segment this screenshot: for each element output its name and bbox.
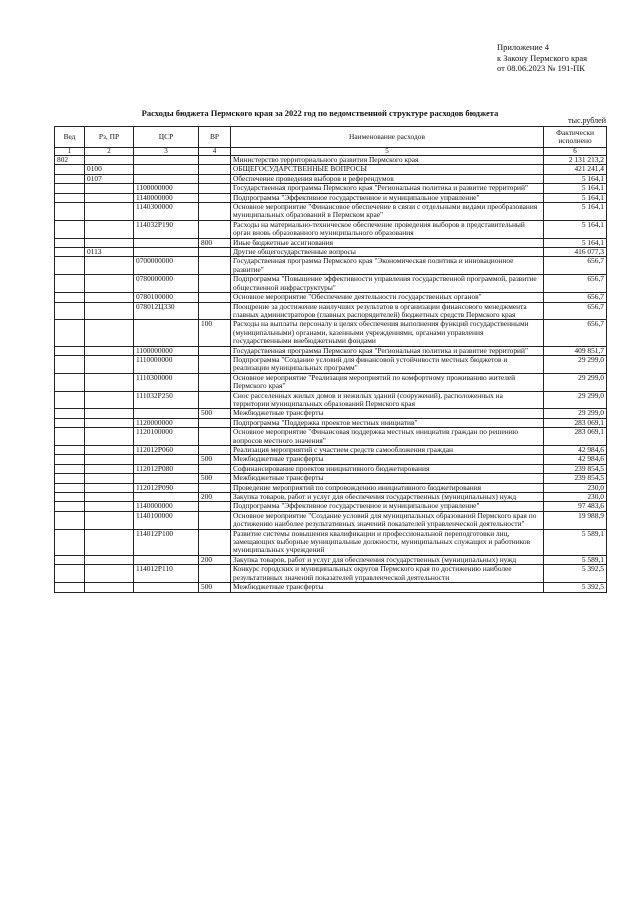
cell-ved [55,275,85,293]
cell-ved [55,320,85,346]
cell-amount: 5 392,5 [544,583,607,592]
cell-vr [199,502,231,511]
table-body [55,156,607,593]
cell-rz [85,220,134,238]
cell-rz [85,483,134,492]
cell-amount: 5 164,1 [544,203,607,221]
cell-csr: 1110000000 [134,355,199,373]
cell-vr [199,174,231,183]
cell-ved [55,418,85,427]
cell-rz [85,565,134,583]
cell-vr [199,511,231,529]
cell-vr [199,248,231,257]
cell-vr [199,418,231,427]
table-header-row [55,127,607,148]
header-amount: Фактически исполнено [544,127,607,148]
cell-name: Реализация мероприятий с участием средств самообложения граждан [231,446,544,455]
cell-name: Межбюджетные трансферты [231,583,544,592]
cell-ved [55,391,85,409]
cell-ved [55,248,85,257]
cell-csr [134,156,199,165]
table-row [55,220,607,238]
cell-csr [134,165,199,174]
column-number: 1 [55,148,85,156]
cell-amount: 283 069,1 [544,418,607,427]
cell-csr: 1120100000 [134,428,199,446]
cell-name: Основное мероприятие "Обеспечение деятельности государственных органов" [231,293,544,302]
cell-name: ОБЩЕГОСУДАРСТВЕННЫЕ ВОПРОСЫ [231,165,544,174]
cell-name: Подпрограмма "Эффективное государственное и муниципальное управление" [231,193,544,202]
cell-name: Основное мероприятие "Финансовое обеспечение в связи с отдельными видами преобразования муниципальных образований в Пермском крае" [231,203,544,221]
cell-amount: 5 164,1 [544,193,607,202]
cell-ved [55,184,85,193]
table-row [55,203,607,221]
cell-csr: 0780000000 [134,275,199,293]
cell-amount: 5 589,1 [544,529,607,555]
cell-ved [55,583,85,592]
cell-ved [55,373,85,391]
cell-rz: 0100 [85,165,134,174]
cell-ved [55,493,85,502]
cell-name: Межбюджетные трансферты [231,474,544,483]
cell-rz [85,428,134,446]
cell-rz [85,238,134,247]
cell-csr [134,238,199,247]
cell-name: Закупка товаров, работ и услуг для обеспечения государственных (муниципальных) нужд [231,555,544,564]
table-row [55,248,607,257]
cell-name: Подпрограмма "Поддержка проектов местных инициатив" [231,418,544,427]
cell-csr: 1100000000 [134,184,199,193]
appendix-line: к Закону Пермского края [497,52,588,63]
cell-vr [199,373,231,391]
cell-amount: 421 241,4 [544,165,607,174]
table-row [55,529,607,555]
cell-vr: 800 [199,238,231,247]
cell-csr: 1100000000 [134,346,199,355]
cell-rz [85,193,134,202]
cell-ved [55,193,85,202]
cell-name: Поощрение за достижение наилучших результатов в организации финансового менеджмента главных администраторов (главных распорядителей) бюджетных средств Пермского края [231,302,544,320]
cell-vr: 200 [199,493,231,502]
cell-rz [85,529,134,555]
cell-csr: 1120000000 [134,418,199,427]
cell-vr [199,428,231,446]
cell-amount: 230,0 [544,483,607,492]
cell-vr [199,220,231,238]
cell-rz [85,184,134,193]
cell-vr [199,529,231,555]
cell-ved [55,502,85,511]
cell-rz [85,555,134,564]
cell-rz [85,474,134,483]
cell-vr: 200 [199,555,231,564]
cell-name: Расходы на материально-техническое обеспечение проведения выборов в представительный орган вновь образованного муниципального образования [231,220,544,238]
cell-ved [55,565,85,583]
cell-rz [85,464,134,473]
cell-name: Министерство территориального развития Пермского края [231,156,544,165]
cell-ved [55,511,85,529]
cell-rz [85,275,134,293]
cell-csr: 1140100000 [134,511,199,529]
cell-amount: 42 984,6 [544,446,607,455]
cell-amount: 656,7 [544,302,607,320]
cell-vr [199,184,231,193]
cell-amount: 239 854,5 [544,474,607,483]
cell-vr [199,156,231,165]
cell-rz [85,391,134,409]
column-number: 2 [85,148,134,156]
cell-amount: 409 851,7 [544,346,607,355]
table-row [55,474,607,483]
table-row [55,320,607,346]
cell-ved [55,257,85,275]
cell-rz [85,455,134,464]
cell-ved [55,238,85,247]
cell-ved: 802 [55,156,85,165]
cell-ved [55,464,85,473]
cell-rz [85,293,134,302]
table-row [55,373,607,391]
cell-ved [55,293,85,302]
cell-rz [85,203,134,221]
table-row [55,455,607,464]
cell-name: Основное мероприятие "Финансовая поддержка местных инициатив граждан по решению вопросов местного значения" [231,428,544,446]
cell-csr: 1140300000 [134,203,199,221]
cell-rz: 0113 [85,248,134,257]
cell-rz [85,511,134,529]
cell-amount: 29 299,0 [544,409,607,418]
column-number: 5 [231,148,544,156]
header-csr: ЦСР [134,127,199,148]
document-title: Расходы бюджета Пермского края за 2022 год по ведомственной структуре расходов бюджета [141,108,499,118]
cell-csr: 0780100000 [134,293,199,302]
cell-ved [55,455,85,464]
cell-csr: 112012P090 [134,483,199,492]
cell-name: Закупка товаров, работ и услуг для обеспечения государственных (муниципальных) нужд [231,493,544,502]
column-number: 4 [199,148,231,156]
table-row [55,355,607,373]
cell-name: Межбюджетные трансферты [231,409,544,418]
table-row [55,446,607,455]
cell-name: Развитие системы повышения квалификации и профессиональной переподготовки лиц, замещающих выборные муниципальные должности, муниципальных служащих и работников муниципальных учреждений [231,529,544,555]
cell-vr [199,346,231,355]
cell-vr [199,391,231,409]
cell-amount: 5 164,1 [544,238,607,247]
cell-name: Государственная программа Пермского края "Региональная политика и развитие территорий" [231,184,544,193]
cell-csr [134,555,199,564]
cell-amount: 5 164,1 [544,184,607,193]
cell-amount: 29 299,0 [544,373,607,391]
cell-name: Основное мероприятие "Создание условий для муниципальных образований Пермского края по достижению наиболее результативных значений показателей управленческой деятельности" [231,511,544,529]
cell-ved [55,165,85,174]
cell-vr [199,193,231,202]
cell-amount: 2 131 213,2 [544,156,607,165]
cell-rz [85,156,134,165]
cell-ved [55,483,85,492]
cell-name: Подпрограмма "Эффективное государственное и муниципальное управление" [231,502,544,511]
table-row [55,511,607,529]
cell-csr [134,455,199,464]
cell-csr: 1110300000 [134,373,199,391]
table-row [55,391,607,409]
cell-amount: 656,7 [544,275,607,293]
cell-vr [199,165,231,174]
table-row [55,346,607,355]
table-row [55,418,607,427]
cell-rz [85,583,134,592]
cell-amount: 29 299,0 [544,355,607,373]
cell-ved [55,346,85,355]
cell-ved [55,529,85,555]
cell-ved [55,302,85,320]
cell-ved [55,428,85,446]
cell-rz [85,320,134,346]
table-row [55,555,607,564]
cell-name: Подпрограмма "Повышение эффективности управления государственной программой, развитие общественной инфраструктуры" [231,275,544,293]
column-number-row [55,148,607,156]
cell-vr: 500 [199,474,231,483]
cell-amount: 5 589,1 [544,555,607,564]
cell-name: Другие общегосударственные вопросы [231,248,544,257]
cell-ved [55,446,85,455]
cell-csr: 1140000000 [134,193,199,202]
cell-rz: 0107 [85,174,134,183]
cell-amount: 5 164,1 [544,220,607,238]
appendix-line: от 08.06.2023 № 191-ПК [497,63,585,73]
cell-vr [199,446,231,455]
cell-name: Проведение мероприятий по сопровождению инициативного бюджетирования [231,483,544,492]
table-row [55,257,607,275]
cell-csr: 1140000000 [134,502,199,511]
cell-ved [55,174,85,183]
table-row [55,184,607,193]
header-ved: Вед [55,127,85,148]
table-row [55,409,607,418]
cell-amount: 230,0 [544,493,607,502]
cell-rz [85,373,134,391]
cell-ved [55,409,85,418]
cell-rz [85,257,134,275]
cell-vr: 100 [199,320,231,346]
appendix-line: Приложение 4 [497,42,549,52]
table-row [55,483,607,492]
table-row [55,193,607,202]
cell-csr: 112012P060 [134,446,199,455]
cell-rz [85,355,134,373]
cell-csr [134,583,199,592]
cell-csr: 114032P190 [134,220,199,238]
cell-vr [199,302,231,320]
units-label: тыс.рублей [568,116,606,125]
cell-vr: 500 [199,583,231,592]
cell-amount: 239 854,5 [544,464,607,473]
cell-amount: 656,7 [544,257,607,275]
cell-name: Государственная программа Пермского края "Региональная политика и развитие территорий" [231,346,544,355]
column-number: 6 [544,148,607,156]
cell-csr: 114012P100 [134,529,199,555]
cell-ved [55,220,85,238]
table-row [55,502,607,511]
cell-amount: 5 392,5 [544,565,607,583]
cell-amount: 656,7 [544,320,607,346]
cell-name: Основное мероприятие "Реализация мероприятий по комфортному проживанию жителей Пермского края" [231,373,544,391]
cell-csr: 112012P080 [134,464,199,473]
cell-amount: 19 988,9 [544,511,607,529]
cell-name: Софинансирование проектов инициативного бюджетирования [231,464,544,473]
cell-vr: 500 [199,409,231,418]
cell-csr [134,409,199,418]
table-row [55,464,607,473]
cell-ved [55,203,85,221]
cell-name: Обеспечение проведения выборов и референдумов [231,174,544,183]
cell-csr [134,493,199,502]
cell-name: Межбюджетные трансферты [231,455,544,464]
cell-vr [199,275,231,293]
header-vr: ВР [199,127,231,148]
cell-amount: 656,7 [544,293,607,302]
cell-vr [199,483,231,492]
header-name: Наименование расходов [231,127,544,148]
cell-vr [199,203,231,221]
cell-csr: 114012P110 [134,565,199,583]
table-row [55,165,607,174]
cell-name: Подпрограмма "Создание условий для финансовой устойчивости местных бюджетов и реализации муниципальных программ" [231,355,544,373]
cell-csr [134,174,199,183]
appendix-note [497,42,587,74]
cell-vr [199,355,231,373]
cell-amount: 416 077,3 [544,248,607,257]
cell-rz [85,409,134,418]
table-row [55,493,607,502]
cell-vr [199,293,231,302]
cell-name: Снос расселенных жилых домов и нежилых зданий (сооружений), расположенных на территории муниципальных образований Пермского края [231,391,544,409]
cell-name: Конкурс городских и муниципальных округов Пермского края по достижению наиболее результативных значений показателей управленческой деятельности [231,565,544,583]
cell-name: Иные бюджетные ассигнования [231,238,544,247]
cell-rz [85,493,134,502]
table-row [55,302,607,320]
cell-csr: 0700000000 [134,257,199,275]
cell-ved [55,355,85,373]
table-row [55,565,607,583]
cell-rz [85,418,134,427]
cell-amount: 283 069,1 [544,428,607,446]
cell-name: Расходы на выплаты персоналу в целях обеспечения выполнения функций государственными (муниципальными) органами, казенными учреждениями, органами управления государственными внебюджетными фондами [231,320,544,346]
cell-amount: 5 164,1 [544,174,607,183]
cell-vr: 500 [199,455,231,464]
cell-csr [134,474,199,483]
cell-vr [199,464,231,473]
table-row [55,275,607,293]
cell-csr [134,248,199,257]
column-number: 3 [134,148,199,156]
cell-vr [199,257,231,275]
budget-table [54,126,607,593]
table-row [55,583,607,592]
cell-amount: 97 483,6 [544,502,607,511]
cell-csr [134,320,199,346]
cell-ved [55,474,85,483]
table-row [55,156,607,165]
cell-rz [85,302,134,320]
cell-rz [85,346,134,355]
table-row [55,174,607,183]
cell-amount: 42 984,6 [544,455,607,464]
table-row [55,428,607,446]
cell-vr [199,565,231,583]
header-rz: Рз, ПР [85,127,134,148]
cell-rz [85,446,134,455]
cell-amount: 29 299,0 [544,391,607,409]
cell-csr: 111032P250 [134,391,199,409]
table-row [55,293,607,302]
cell-csr: 078012Ц330 [134,302,199,320]
cell-ved [55,555,85,564]
cell-name: Государственная программа Пермского края "Экономическая политика и инновационное развитие" [231,257,544,275]
cell-rz [85,502,134,511]
table-row [55,238,607,247]
